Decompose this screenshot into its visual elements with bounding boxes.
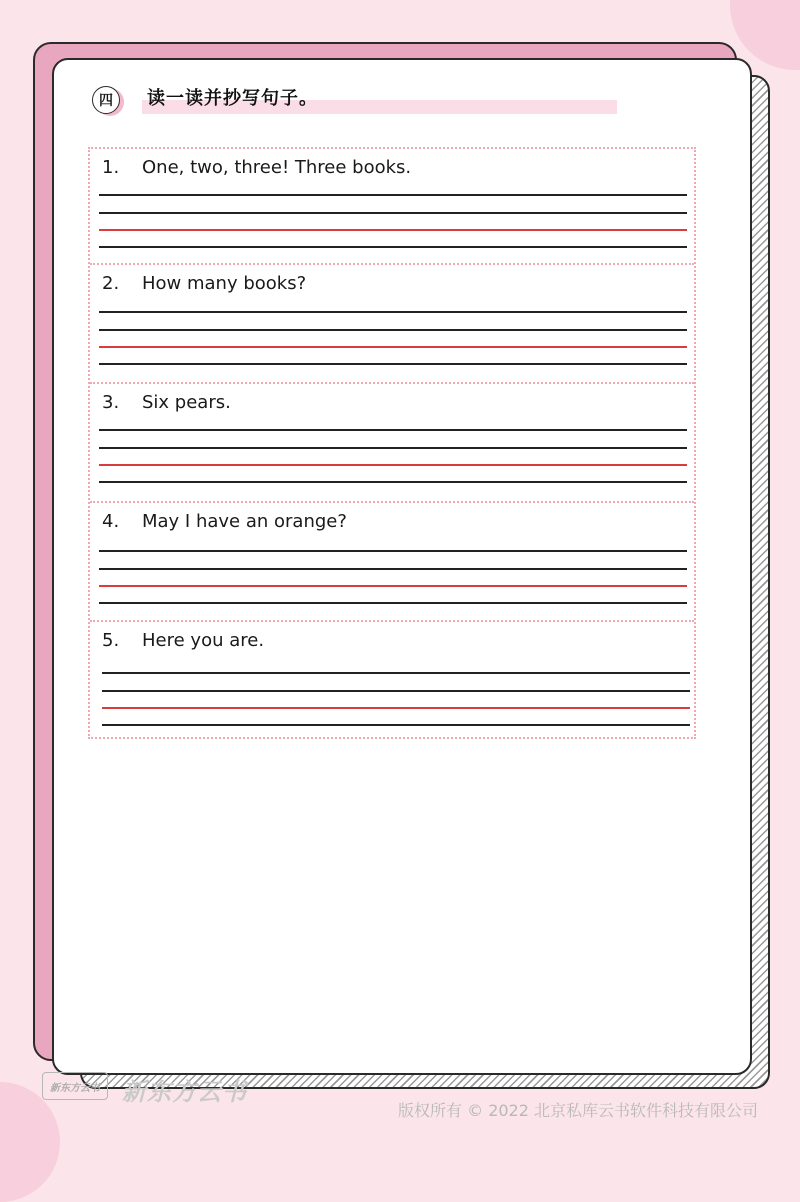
exercise-sentence: One, two, three! Three books. bbox=[142, 157, 412, 178]
writing-line-upper[interactable] bbox=[99, 568, 687, 570]
writing-line-baseline[interactable] bbox=[99, 585, 687, 587]
writing-line-baseline[interactable] bbox=[99, 229, 687, 231]
writing-line-top[interactable] bbox=[99, 429, 687, 431]
exercise-row-2 bbox=[90, 265, 694, 384]
copyright-notice: 版权所有 © 2022 北京私库云书软件科技有限公司 bbox=[398, 1101, 758, 1120]
writing-line-top[interactable] bbox=[99, 550, 687, 552]
exercise-box bbox=[88, 147, 696, 739]
writing-line-upper[interactable] bbox=[99, 447, 687, 449]
writing-line-top[interactable] bbox=[99, 194, 687, 196]
writing-line-upper[interactable] bbox=[102, 690, 690, 692]
writing-line-baseline[interactable] bbox=[102, 707, 690, 709]
exercise-number: 2. bbox=[102, 273, 120, 294]
section-number-badge bbox=[92, 86, 122, 116]
exercise-row-5 bbox=[90, 622, 694, 737]
writing-line-bottom[interactable] bbox=[99, 246, 687, 248]
exercise-number: 1. bbox=[102, 157, 120, 178]
writing-line-upper[interactable] bbox=[99, 329, 687, 331]
exercise-number: 3. bbox=[102, 392, 120, 413]
exercise-sentence: May I have an orange? bbox=[142, 511, 347, 532]
writing-line-upper[interactable] bbox=[99, 212, 687, 214]
exercise-sentence: Here you are. bbox=[142, 630, 265, 651]
writing-line-bottom[interactable] bbox=[99, 481, 687, 483]
writing-line-baseline[interactable] bbox=[99, 346, 687, 348]
exercise-row-3 bbox=[90, 384, 694, 503]
writing-line-top[interactable] bbox=[99, 311, 687, 313]
section-number: 四 bbox=[92, 86, 120, 114]
writing-line-bottom[interactable] bbox=[99, 363, 687, 365]
writing-line-bottom[interactable] bbox=[102, 724, 690, 726]
exercise-number: 4. bbox=[102, 511, 120, 532]
section-header bbox=[92, 84, 622, 118]
writing-line-bottom[interactable] bbox=[99, 602, 687, 604]
writing-line-top[interactable] bbox=[102, 672, 690, 674]
logo-wordmark: 新东方云书 bbox=[122, 1078, 247, 1106]
section-title: 读一读并抄写句子。 bbox=[147, 88, 318, 109]
logo-book-mark: 新东方云书 bbox=[42, 1072, 108, 1100]
writing-line-baseline[interactable] bbox=[99, 464, 687, 466]
exercise-row-4 bbox=[90, 503, 694, 622]
exercise-sentence: Six pears. bbox=[142, 392, 231, 413]
publisher-logo bbox=[42, 1072, 272, 1104]
exercise-number: 5. bbox=[102, 630, 120, 651]
exercise-sentence: How many books? bbox=[142, 273, 307, 294]
exercise-row-1 bbox=[90, 149, 694, 265]
